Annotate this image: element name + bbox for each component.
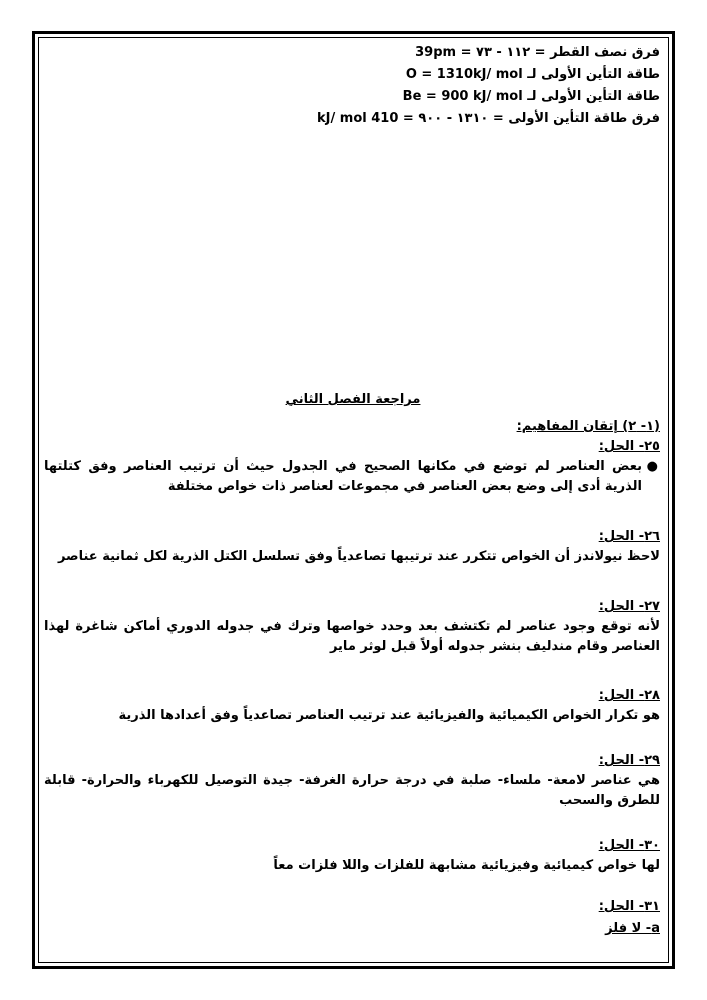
answer-text: هو تكرار الخواص الكيميائية والفيزيائية عند ترتيب العناصر تصاعدياً وفق أعدادها الذرية: [118, 708, 660, 723]
answer-27: [44, 595, 660, 657]
answer-25: [44, 435, 660, 497]
answer-29: [44, 749, 660, 811]
answer-text: لاحظ نيولاندز أن الخواص تتكرر عند ترتيبها تصاعدياً وفق تسلسل الكتل الذرية لكل ثمانية عناصر: [57, 549, 660, 564]
answer-label: ٢٧- الحل:: [598, 599, 660, 614]
ionization-difference-line: فرق طاقة التأين الأولى = ١٣١٠ - ٩٠٠ = 410 kJ/ mol: [317, 111, 660, 126]
chapter-review-title: مراجعة الفصل الثاني: [285, 392, 421, 407]
answer-text: لها خواص كيميائية وفيزيائية مشابهة للفلزات واللا فلزات معاً: [273, 858, 660, 873]
answer-label: ٣٠- الحل:: [598, 838, 660, 853]
answer-31: [44, 895, 660, 939]
radius-difference-line: فرق نصف القطر = ١١٢ - ٧٣ = 39pm: [415, 45, 660, 60]
answer-26: [44, 525, 660, 567]
answer-text: ● بعض العناصر لم توضع في مكانها الصحيح في الجدول حيث أن ترتيب العناصر وفق كتلتها الذرية أدى إلى وضع بعض العناصر في مجموعات لعناصر ذات خواص مختلفة: [44, 459, 658, 494]
answer-text: هي عناصر لامعة- ملساء- صلبة في درجة حرارة الغرفة- جيدة التوصيل للكهرباء والحرارة- قابلة للطرق والسحب: [44, 773, 660, 808]
answer-label: ٣١- الحل:: [598, 899, 660, 914]
calculation-block: [317, 42, 660, 130]
answer-label: ٢٨- الحل:: [598, 688, 660, 703]
answer-label: ٢٦- الحل:: [598, 529, 660, 544]
bullet-icon: ●: [646, 459, 658, 474]
answer-30: [44, 834, 660, 876]
document-page: [44, 42, 662, 958]
beryllium-ionization-line: طاقة التأين الأولى لـ Be = 900 kJ/ mol: [402, 89, 660, 104]
concepts-heading: [44, 415, 660, 437]
answer-label: ٢٩- الحل:: [598, 753, 660, 768]
answer-text: a- لا فلز: [605, 921, 660, 936]
concepts-heading-text: (١- ٢) إتقان المفاهيم:: [516, 419, 660, 434]
answer-label: ٢٥- الحل:: [598, 439, 660, 454]
answer-text: لأنه توقع وجود عناصر لم تكتشف بعد وحدد خواصها وترك في جدوله الدوري أماكن شاغرة لهذا العناصر وقام مندليف بنشر جدوله أولاً قبل لوثر ماير: [44, 619, 660, 654]
oxygen-ionization-line: طاقة التأين الأولى لـ O = 1310kJ/ mol: [405, 67, 660, 82]
answer-28: [44, 684, 660, 726]
